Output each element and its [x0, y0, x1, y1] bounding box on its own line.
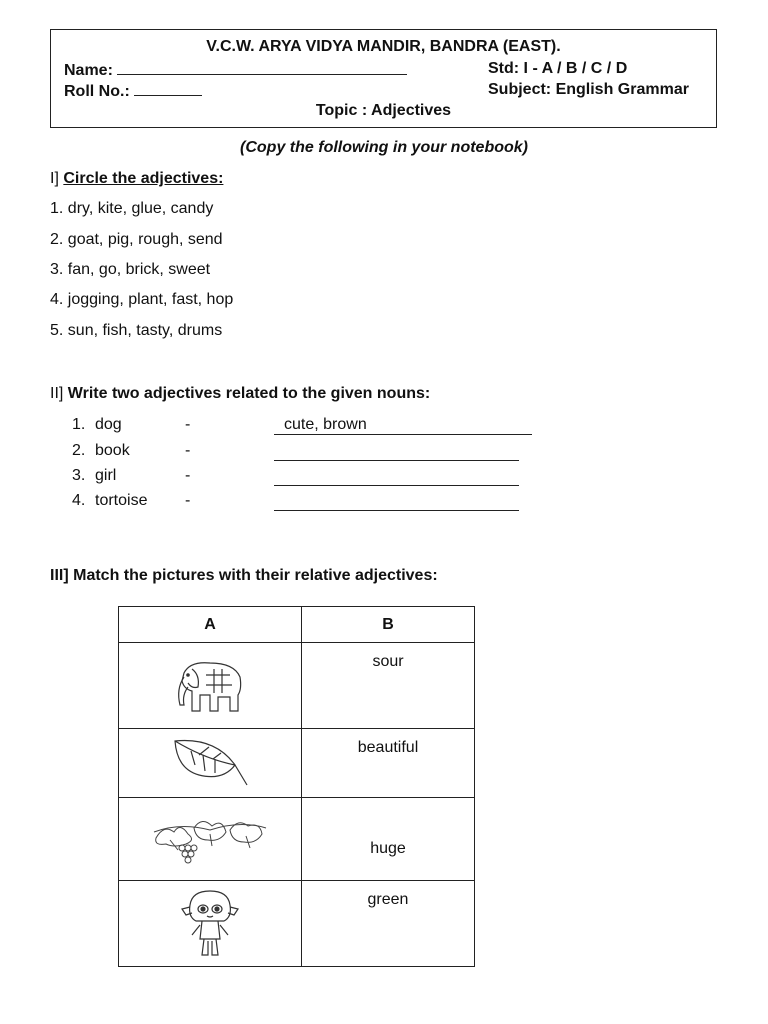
- adjective-cell: [302, 643, 475, 729]
- noun-number: 4.: [72, 492, 86, 509]
- section2-heading: [50, 385, 430, 403]
- subject-label: Subject: English Grammar: [488, 81, 689, 98]
- roll-row: [64, 81, 202, 101]
- picture-cell: [119, 881, 302, 967]
- school-title: V.C.W. ARYA VIDYA MANDIR, BANDRA (EAST).: [206, 38, 561, 55]
- table-row: [119, 729, 475, 798]
- noun-label: book: [95, 442, 130, 459]
- list-item: 2. goat, pig, rough, send: [50, 231, 223, 248]
- noun-label: dog: [95, 416, 122, 433]
- adjective-word: sour: [372, 653, 404, 670]
- list-item: 5. sun, fish, tasty, drums: [50, 322, 223, 339]
- noun-dash: -: [185, 416, 191, 433]
- adjective-cell: [302, 729, 475, 798]
- doll-girl-icon: [178, 887, 242, 961]
- answer-line[interactable]: [274, 442, 519, 461]
- noun-dash: -: [185, 467, 191, 484]
- instruction-text: (Copy the following in your notebook): [240, 139, 528, 156]
- picture-cell: [119, 798, 302, 881]
- noun-dash: -: [185, 442, 191, 459]
- table-row: [119, 798, 475, 881]
- adjective-word: green: [367, 891, 409, 908]
- noun-label: tortoise: [95, 492, 148, 509]
- table-row: [119, 881, 475, 967]
- adjective-word: beautiful: [357, 739, 419, 756]
- noun-number: 2.: [72, 442, 86, 459]
- leaf-icon: [169, 735, 251, 791]
- list-item: 1. dry, kite, glue, candy: [50, 200, 214, 217]
- adjective-cell: [302, 798, 475, 881]
- column-b-header: B: [302, 607, 475, 643]
- name-label: Name:: [64, 62, 118, 79]
- noun-dash: -: [185, 492, 191, 509]
- column-a-header: A: [119, 607, 302, 643]
- section1-title: Circle the adjectives:: [63, 170, 224, 187]
- name-blank[interactable]: [117, 60, 407, 75]
- section2-number: II]: [50, 385, 68, 402]
- adjective-cell: [302, 881, 475, 967]
- grapes-vine-icon: [150, 810, 270, 868]
- std-label: Std: I - A / B / C / D: [488, 60, 628, 77]
- name-row: [64, 60, 407, 80]
- topic-label: Topic : Adjectives: [315, 102, 452, 119]
- section3-heading: III] Match the pictures with their relative adjectives:: [50, 567, 438, 584]
- elephant-icon: [170, 655, 250, 717]
- noun-number: 3.: [72, 467, 86, 484]
- answer-line[interactable]: cute, brown: [274, 416, 532, 435]
- table-row: [119, 643, 475, 729]
- answer-line[interactable]: [274, 492, 519, 511]
- section1-number: I]: [50, 170, 64, 187]
- adjective-word: huge: [370, 840, 406, 857]
- noun-label: girl: [95, 467, 117, 484]
- answer-line[interactable]: [274, 467, 519, 486]
- section1-heading: [50, 170, 223, 188]
- picture-cell: [119, 643, 302, 729]
- picture-cell: [119, 729, 302, 798]
- roll-label: Roll No.:: [64, 83, 135, 100]
- noun-number: 1.: [72, 416, 86, 433]
- table-header-row: [119, 607, 475, 643]
- section2-title: Write two adjectives related to the given nouns:: [67, 385, 431, 402]
- list-item: 3. fan, go, brick, sweet: [50, 261, 211, 278]
- match-table: [118, 606, 475, 967]
- list-item: 4. jogging, plant, fast, hop: [50, 291, 234, 308]
- roll-blank[interactable]: [134, 81, 202, 96]
